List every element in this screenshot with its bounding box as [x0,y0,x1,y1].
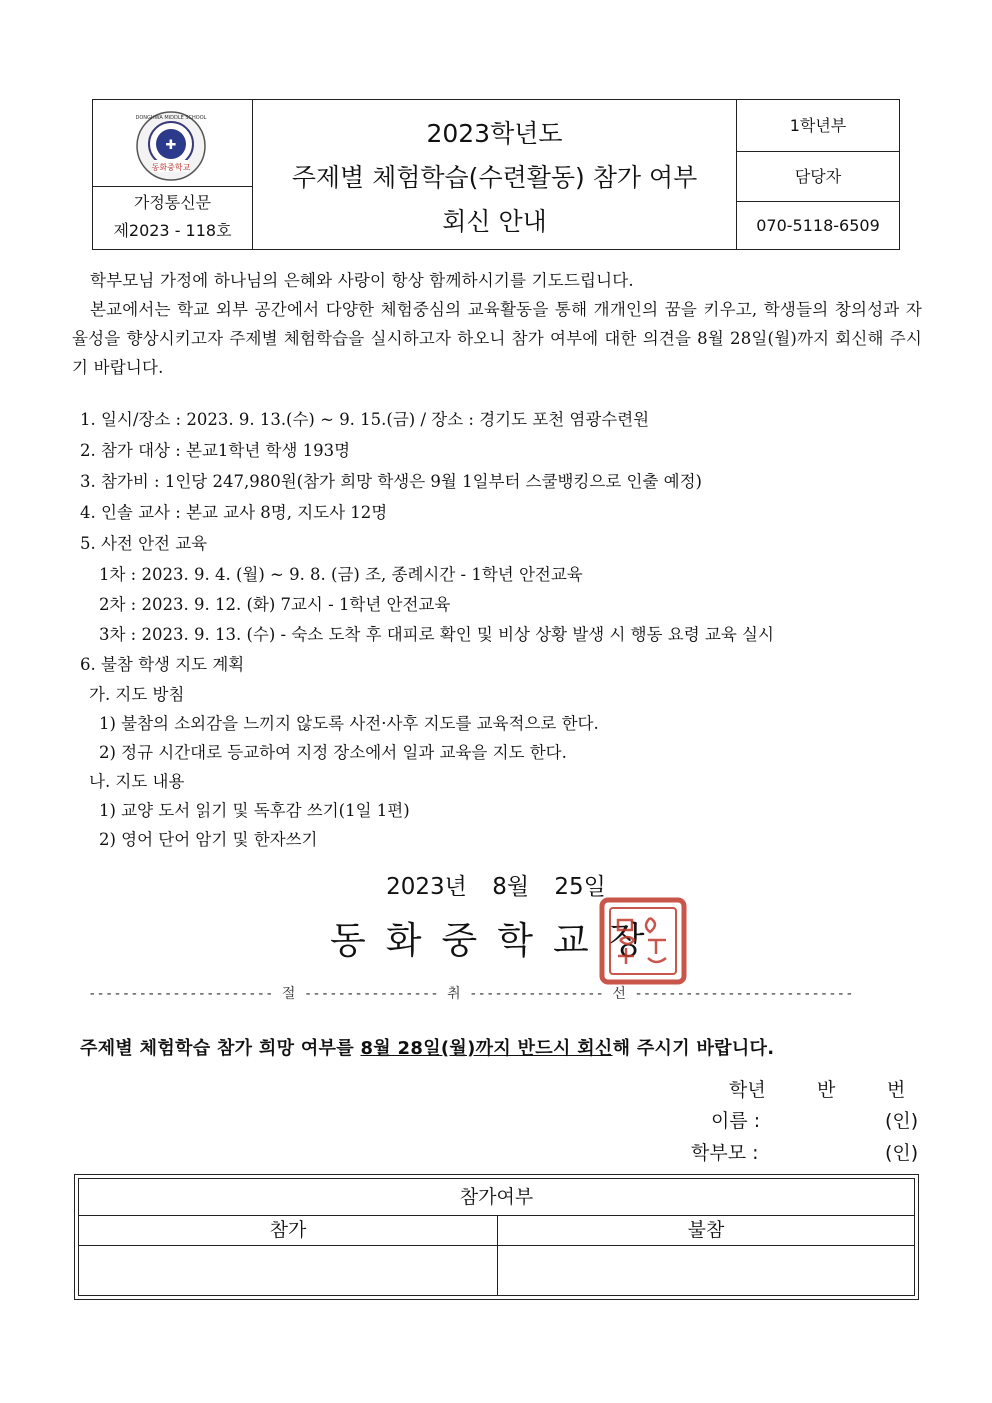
manager-label: 담당자 [737,152,899,202]
cut-line [88,983,908,1003]
logo-name: 동화중학교 [151,163,191,172]
svg-text:✚: ✚ [165,138,177,153]
header-left-column [93,100,253,249]
greeting-paragraph: 학부모님 가정에 하나님의 은혜와 사랑이 항상 함께하시기를 기도드립니다. [90,271,634,290]
list-item: 1) 교양 도서 읽기 및 독후감 쓰기(1일 1편) [99,801,410,820]
cut-char: 취 [447,986,461,1002]
cut-char: 선 [612,986,626,1002]
list-item: 2. 참가 대상 : 본교1학년 학생 193명 [80,441,351,460]
notice-text: 해 주시기 바랍니다. [612,1038,775,1059]
issue-type: 가정통신문 [133,193,212,212]
name-label: 이름 : [711,1110,761,1132]
school-logo-icon [135,110,207,182]
date-day: 25일 [554,874,606,900]
cut-char: 절 [281,986,296,1002]
absent-column-header: 불참 [498,1215,914,1246]
cut-dashes: ---------------- [303,986,439,1002]
list-item: 가. 지도 방침 [89,685,185,704]
title-year: 2023학년도 [426,119,563,148]
title-sub: 회신 안내 [442,207,547,236]
intro-paragraph: 본교에서는 학교 외부 공간에서 다양한 체험중심의 교육활동을 통해 개개인의 꿈을 키우고, 학생들의 창의성과 자율성을 향상시키고자 주제별 체험학습을 실시하고자 하오니 참가 여부에 대한 의견을 8월 28일(월)까지 회신해 주시기 바랍니다. [72,300,922,377]
list-item: 1차 : 2023. 9. 4. (월) ~ 9. 8. (금) 조, 종례시간 - 1학년 안전교육 [99,565,583,584]
cut-dashes: ---------------------- [88,986,274,1002]
title-main: 주제별 체험학습(수련활동) 참가 여부 [291,163,698,192]
list-item: 3차 : 2023. 9. 13. (수) - 숙소 도착 후 대피로 확인 및 비상 상황 발생 시 행동 요령 교육 실시 [99,625,774,644]
response-table-title: 참가여부 [79,1179,914,1216]
list-item: 1. 일시/장소 : 2023. 9. 13.(수) ~ 9. 15.(금) / 장소 : 경기도 포천 염광수련원 [80,410,650,429]
number-label: 번 [887,1079,906,1101]
logo-caption: DONGHWA MIDDLE SCHOOL [135,115,207,121]
name-seal-mark: (인) [885,1110,919,1132]
attend-check-cell[interactable] [79,1246,498,1295]
header-title-cell [253,100,737,249]
list-item: 1) 불참의 소외감을 느끼지 않도록 사전·사후 지도를 교육적으로 한다. [99,714,599,733]
contact-phone: 070-5118-6509 [756,216,880,235]
response-table-inner [78,1178,915,1296]
issue-info [93,189,252,245]
date-month: 8월 [492,874,530,900]
list-item: 5. 사전 안전 교육 [80,534,208,553]
list-item: 2) 영어 단어 암기 및 한자쓰기 [99,830,318,849]
list-item: 6. 불참 학생 지도 계획 [80,655,245,674]
reply-notice [80,1034,774,1060]
list-item: 나. 지도 내용 [89,772,185,791]
department: 1학년부 [737,100,899,152]
issue-date [0,868,992,901]
list-item: 2) 정규 시간대로 등교하여 지정 장소에서 일과 교육을 지도 한다. [99,743,567,762]
cut-dashes: ---------------- [469,986,604,1002]
grade-label: 학년 [729,1079,766,1101]
list-item: 2차 : 2023. 9. 12. (화) 7교시 - 1학년 안전교육 [99,595,451,614]
parent-seal-mark: (인) [885,1142,919,1164]
response-table [74,1174,919,1300]
date-year: 2023년 [386,874,467,900]
attend-column-header: 참가 [79,1215,498,1246]
issue-number: 제2023 - 118호 [113,221,232,240]
official-seal-icon [598,896,688,986]
header-table [92,99,900,250]
list-item: 4. 인솔 교사 : 본교 교사 8명, 지도사 12명 [80,503,388,522]
principal-signature: 동화중학교장 [330,919,665,962]
list-item: 3. 참가비 : 1인당 247,980원(참가 희망 학생은 9월 1일부터 스쿨뱅킹으로 인출 예정) [80,472,702,491]
notice-text: 주제별 체험학습 참가 희망 여부를 [80,1038,361,1059]
cut-dashes: -------------------------- [634,986,854,1002]
header-right-column [737,100,899,249]
logo-cell [93,100,252,187]
class-label: 반 [817,1079,836,1101]
parent-label: 학부모 : [691,1142,759,1164]
notice-deadline: 8월 28일(월)까지 반드시 회신 [360,1038,613,1059]
absent-check-cell[interactable] [498,1246,914,1295]
